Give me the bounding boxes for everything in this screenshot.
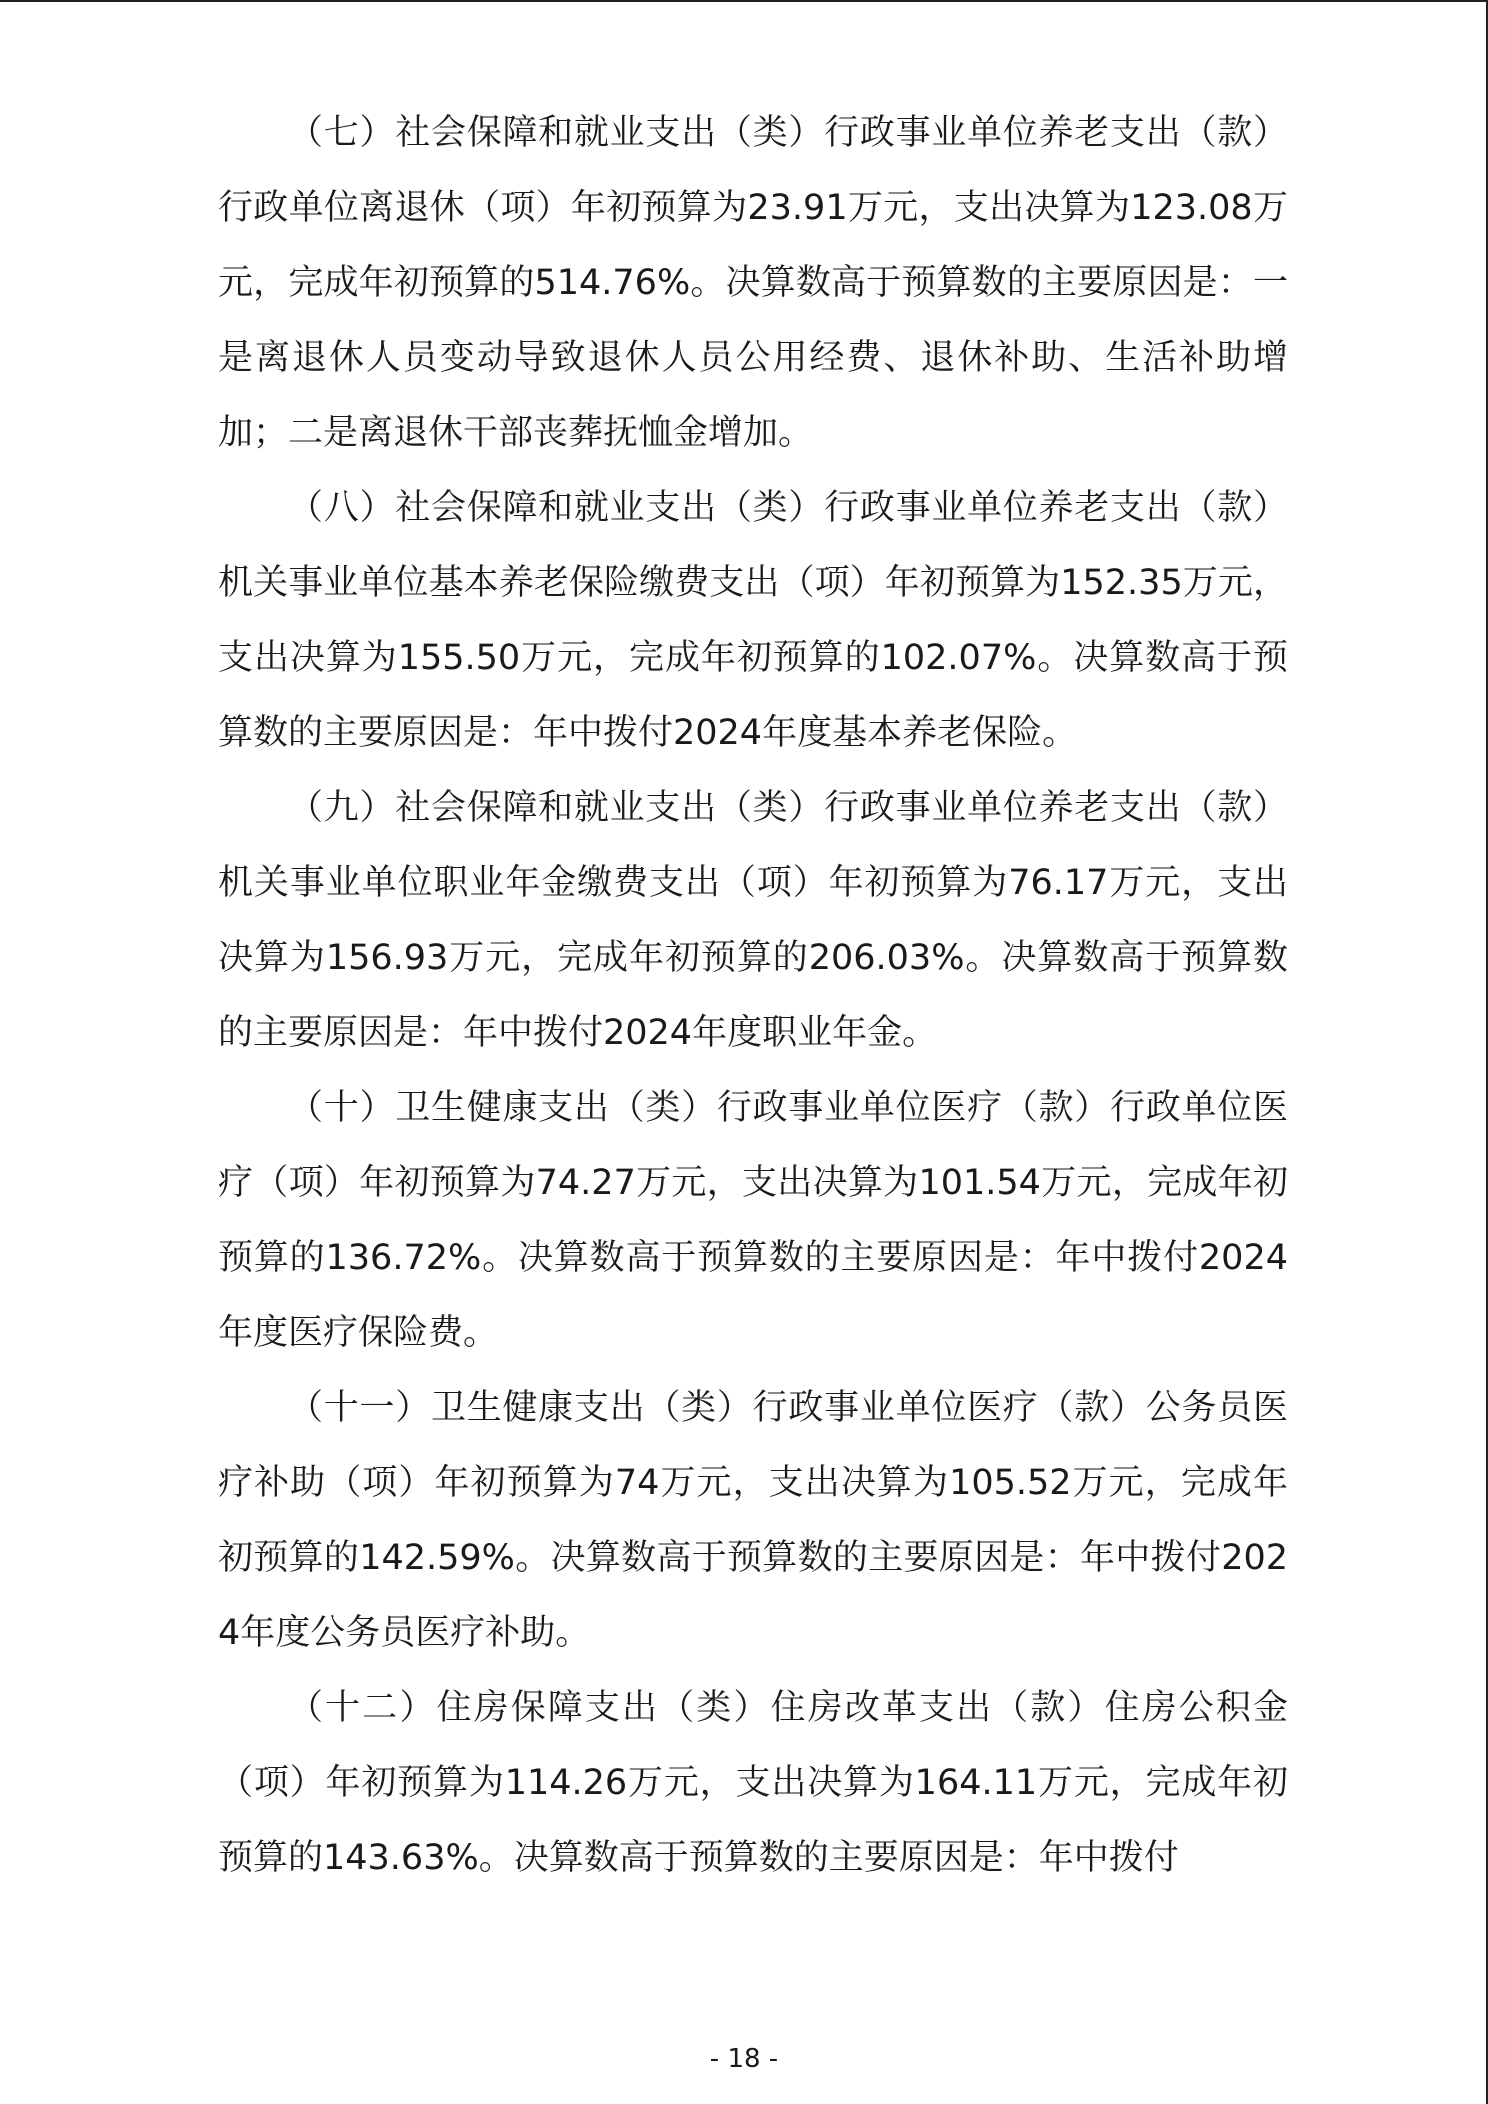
paragraph-10: （十）卫生健康支出（类）行政事业单位医疗（款）行政单位医疗（项）年初预算为74.27万元，支出决算为101.54万元，完成年初预算的136.72%。决算数高于预算数的主要原因是：年中拨付2024年度医疗保险费。 bbox=[218, 1088, 1288, 1353]
document-body bbox=[218, 96, 1288, 1896]
paragraph-11: （十一）卫生健康支出（类）行政事业单位医疗（款）公务员医疗补助（项）年初预算为74万元，支出决算为105.52万元，完成年初预算的142.59%。决算数高于预算数的主要原因是：年中拨付2024年度公务员医疗补助。 bbox=[218, 1388, 1288, 1653]
page-border-top bbox=[0, 0, 1488, 2]
paragraph-7: （七）社会保障和就业支出（类）行政事业单位养老支出（款）行政单位离退休（项）年初预算为23.91万元，支出决算为123.08万元，完成年初预算的514.76%。决算数高于预算数的主要原因是：一是离退休人员变动导致退休人员公用经费、退休补助、生活补助增加；二是离退休干部丧葬抚恤金增加。 bbox=[218, 113, 1288, 453]
paragraph-8: （八）社会保障和就业支出（类）行政事业单位养老支出（款）机关事业单位基本养老保险缴费支出（项）年初预算为152.35万元，支出决算为155.50万元，完成年初预算的102.07%。决算数高于预算数的主要原因是：年中拨付2024年度基本养老保险。 bbox=[218, 488, 1288, 753]
page-number: - 18 - bbox=[709, 2044, 779, 2074]
paragraph-12: （十二）住房保障支出（类）住房改革支出（款）住房公积金（项）年初预算为114.26万元，支出决算为164.11万元，完成年初预算的143.63%。决算数高于预算数的主要原因是：年中拨付 bbox=[218, 1688, 1288, 1878]
paragraph-9: （九）社会保障和就业支出（类）行政事业单位养老支出（款）机关事业单位职业年金缴费支出（项）年初预算为76.17万元，支出决算为156.93万元，完成年初预算的206.03%。决算数高于预算数的主要原因是：年中拨付2024年度职业年金。 bbox=[218, 788, 1288, 1053]
